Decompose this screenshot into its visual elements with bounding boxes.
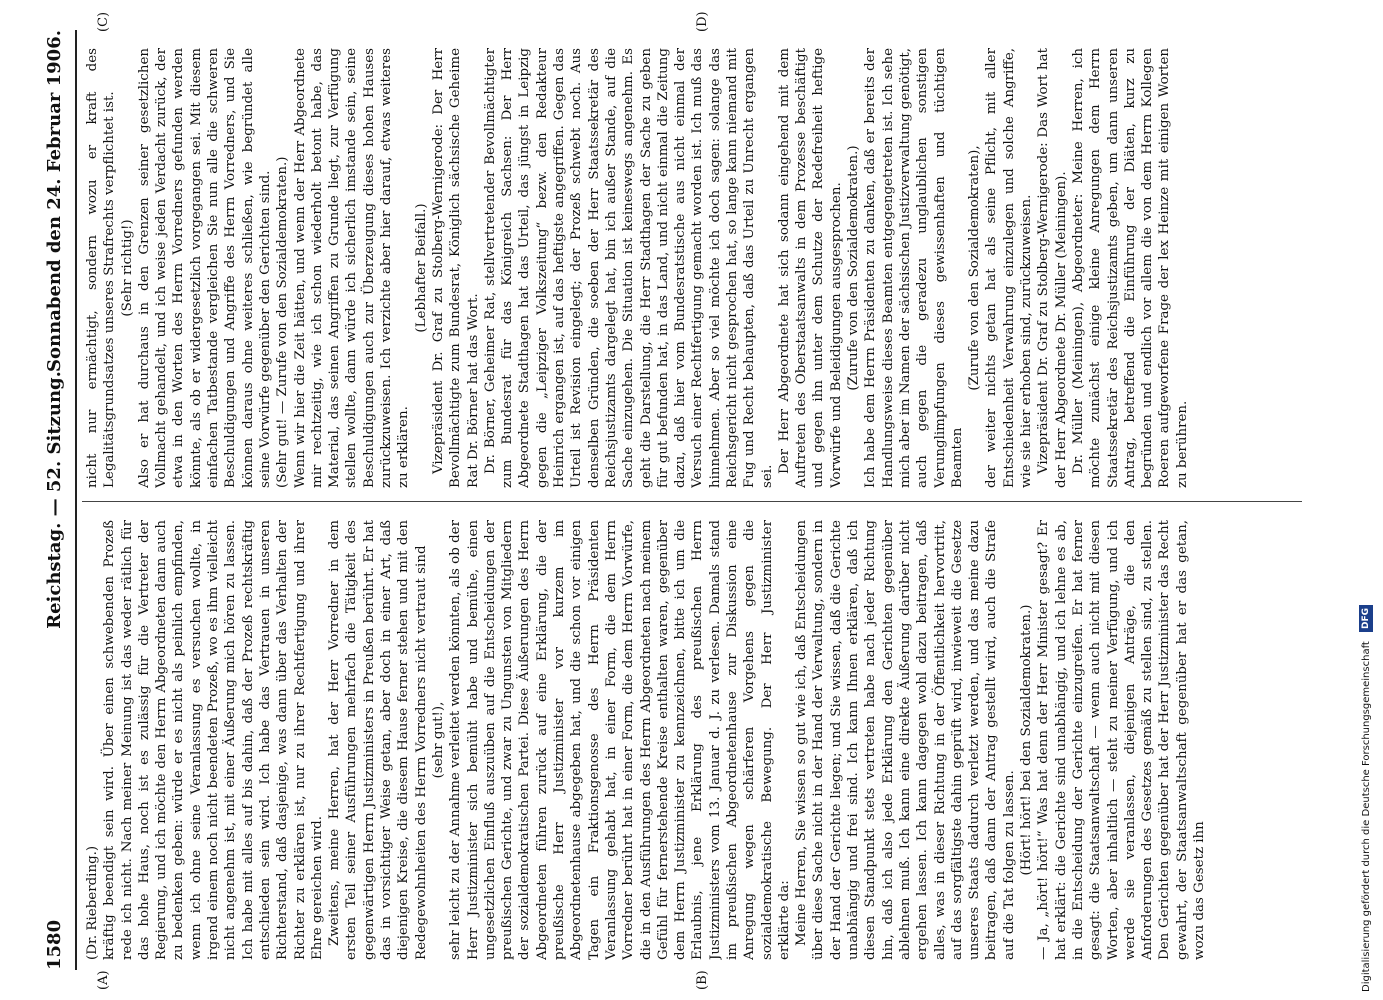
paragraph: Der Herr Abgeordnete hat sich sodann eingehend mit dem Auftreten des Oberstaatsanwalts in dem Prozesse beschäftigt und gegen ihn unter dem Schutze der Redefreiheit heftige Vorwürfe und Beleidigungen ausgesprochen. [776,48,844,488]
paragraph: (Hört! hört! bei den Sozialdemokraten.) [1019,604,1035,876]
paragraph: Vizepräsident Dr. Graf zu Stolberg-Wernigerode: Das Wort hat der Herr Abgeordnete Dr. Müller (Meiningen). [1036,48,1069,488]
session-title: Reichstag. — 52. Sitzung. [44,371,65,629]
paragraph: Dr. Börner, Geheimer Rat, stellvertretender Bevollmächtigter zum Bundesrat für das Königreich Sachsen: Der Herr Abgeordnete Stadthagen hat das Urteil, das jüngst in Leipzig gegen die „Leipziger Volkszeitung“ bezw. den Redakteur Heinrich ergangen ist, auf das heftigste angegriffen. Gegen das Urteil ist Revision eingelegt; der Prozeß schwebt noch. Aus denselben Gründen, die soeben der Herr Staatssekretär des Reichsjustizamts dargelegt hat, bin ich außer Stande, auf die Sache einzugehen. Die Situation ist keineswegs angenehm. Es geht die Darstellung, die Herr Stadthagen der Sache zu geben für gut befunden hat, in das Land, und nicht einmal die Zeitung dazu, daß hier vom Bundesratstische aus nicht einmal der Versuch einer Rechtfertigung gemacht worden ist. Ich muß das hinnehmen. Aber so viel möchte ich doch sagen: solange das Reichsgericht nicht gesprochen hat, so lange kann niemand mit Fug und Recht behaupten, daß das Urteil zu Unrecht ergangen sei. [482,48,775,488]
paragraph: Dr. Müller (Meiningen), Abgeordneter: Meine Herren, ich möchte zunächst einige kleine Anregungen dem Herrn Staatssekretär des Reichsjustizamts geben, um dann unseren Antrag, betreffend die Einführung der Diäten, kurz zu begründen und endlich vor allem die von dem Herrn Kollegen Roeren aufgeworfene Frage der lex Heinze mit einigen Worten zu berühren. [1070,48,1190,488]
paragraph: sehr leicht zu der Annahme verleitet werden könnten, als ob der Herr Justizminister sich bemüht habe und bemühe, einen ungesetzlichen Einfluß auszuüben auf die Entscheidungen der preußischen Gerichte, und zwar zu Ungunsten von Mitgliedern der sozialdemokratischen Partei. Diese Äußerungen des Herrn Abgeordneten führen zurück auf eine Erklärung, die der preußische Herr Justizminister vor kurzem im Abgeordnetenhause abgegeben hat, und die schon vor einigen Tagen ein Fraktionsgenosse des Herrn Präsidenten Veranlassung gehabt hat, in einer Form, die dem Herrn Vorredner berührt hat in einer Form, die dem Herrn Vorwürfe, die in den Ausführungen des Herrn Abgeordneten nach meinem Gefühl für fernerstehende Kreise enthalten waren, gegenüber dem Herrn Justizminister zu kennzeichnen, bitte ich um die Erlaubnis, jene Erklärung des preußischen Herrn Justizministers vom 13. Januar d. J. zu verlesen. Damals stand im preußischen Abgeordnetenhause zur Diskussion eine Anregung wegen schärferen Vorgehens gegen die sozialdemokratische Bewegung. Der Herr Justizminister erklärte da: [448,520,792,960]
paragraph: nicht nur ermächtigt, sondern wozu er kraft des Legalitätsgrundsatzes unseres Strafrechts verpflichtet ist. [85,48,118,488]
credit-text: Digitalisierung gefördert durch die Deutsche Forschungsgemeinschaft [1361,641,1372,992]
paragraph: (Lebhafter Beifall.) [413,203,429,333]
paragraph: (Zurufe von den Sozialdemokraten.) [846,145,862,391]
paragraph: (Sehr richtig!) [119,219,135,317]
section-marker-c: (C) [96,11,111,32]
sidebar-credit [1358,8,1376,992]
paragraph: (Zurufe von den Sozialdemokraten), [967,145,983,391]
session-date: Sonnabend den 24. Februar 1906. [44,30,65,372]
page-number: 1580 [44,919,65,970]
section-marker-a: (A) [96,970,111,990]
page-header [44,30,74,970]
paragraph: Also er hat durchaus in den Grenzen seiner gesetzlichen Vollmacht gehandelt, und ich weise jeden Verdacht zurück, der etwa in den Worten des Herrn Vorredners gefunden werden könnte, als ob er widergesetzlich vorgegangen sei. Mit diesem einfachen Tatbestande vergleichen Sie nun alle die schweren Beschuldigungen und Angriffe des Herrn Vorredners, und Sie können daraus ohne weiteres schließen, wie begründet alle seine Vorwürfe gegenüber den Gerichten sind. [136,48,273,488]
paragraph: Wenn wir hier die Zeit hätten, und wenn der Herr Abgeordnete mir rechtzeitig, wie ich schon wiederholt betont habe, das Material, das seinen Angriffen zu Grunde liegt, zur Verfügung stellen wollte, dann würde ich sicherlich imstande sein, seine Beschuldigungen auch zur Überzeugung dieses hohen Hauses zurückzuweisen. Ich verzichte aber hier darauf, etwas weiteres zu erklären. [292,48,412,488]
header-rule [75,30,77,970]
section-marker-b: (B) [695,970,710,990]
paragraph: kräftig beendigt sein wird. Über einen schwebenden Prozeß rede ich nicht. Nach meiner Meinung ist das weder rätlich für das hohe Haus, noch ist es zulässig für die Vertreter der Regierung, und ich möchte den Herrn Abgeordneten dann auch zu bedenken geben: würde er es nicht als peinlich empfinden, wenn ich ohne seine Veranlassung es versuchen wollte, in irgend einem noch nicht beendeten Prozeß, wo es ihm vielleicht nicht angenehm ist, mit einer Äußerung mich hören zu lassen. Ich habe mit alles auf bis dahin, daß der Prozeß rechtskräftig entschieden sein wird. Ich habe das Vertrauen in unseren Richterstand, daß dasjenige, was dann über das Verhalten der Richter zu erklären ist, nur zu ihrer Rechtfertigung und ihrer Ehre gereichen wird. [102,520,325,960]
paragraph: Vizepräsident Dr. Graf zu Stolberg-Wernigerode: Der Herr Bevollmächtigte zum Bundesrat, Königlich sächsische Geheime Rat Dr. Börner hat das Wort. [430,48,481,488]
paragraph: Meine Herren, Sie wissen so gut wie ich, daß Entscheidungen über diese Sache nicht in der Hand der Verwaltung, sondern in der Hand der Gerichte liegen; und Sie wissen, daß die Gerichte unabhängig und frei sind. Ich kann Ihnen erklären, daß ich diesen Standpunkt stets vertreten habe nach jeder Richtung hin, daß ich also jede Erklärung den Gerichten gegenüber ablehnen muß. Ich kann eine direkte Äußerung darüber nicht ergehen lassen. Ich kann dagegen wohl dazu beitragen, daß alles, was in dieser Richtung in der Öffentlichkeit hervortritt, auf das sorgfältigste dahin geprüft wird, inwieweit die Gesetze unseres Staats dadurch verletzt werden, und das meine dazu beitragen, daß dann der Antrag gestellt wird, auch die Strafe auf die Tat folgen zu lassen. [794,520,1017,960]
dfg-logo: DFG [1359,605,1373,632]
sidebar-credit-text [1358,8,1376,992]
paragraph: (Sehr gut! — Zurufe von den Sozialdemokraten.) [275,156,291,488]
paragraph: (Dr. Rieberding.) [85,845,100,960]
paragraph: Ich habe dem Herrn Präsidenten zu danken, daß er bereits der Handlungsweise dieses Beamten entgegengetreten ist. Ich sehe mich aber im Namen der sächsischen Justizverwaltung genötigt, auch gegen die geradezu unglaublichen sonstigen Verunglimpfungen dieses gewissenhaften und tüchtigen Beamten [863,48,965,488]
section-marker-d: (D) [695,11,710,32]
paragraph: (sehr gut!), [430,701,446,779]
paragraph: — Ja, „hört! hört!“ Was hat denn der Herr Minister gesagt? Er hat erklärt: die Gerichte sind unabhängig, und ich lehne es ab, in die Entscheidung der Gerichte einzugreifen. Er hat ferner gesagt: die Staatsanwaltschaft — wenn auch nicht mit diesen Worten, aber inhaltlich — steht zu meiner Verfügung, und ich werde sie veranlassen, diejenigen Anträge, die den Anforderungen des Gesetzes gemäß zu stellen sind, zu stellen. Den Gerichten gegenüber hat der Herr Justizminister das Recht gewahrt, der Staatsanwaltschaft gegenüber hat er das getan, wozu das Gesetz ihn [1036,520,1207,960]
paragraph: der weiter nichts getan hat als seine Pflicht, mit aller Entschiedenheit Verwahrung einzulegen und solche Angriffe, wie sie hier erhoben sind, zurückzuweisen. [984,48,1035,488]
right-column [84,48,1304,488]
paragraph: Zweitens, meine Herren, hat der Herr Vorredner in dem ersten Teil seiner Ausführungen mehrfach die Tätigkeit des gegenwärtigen Herrn Justizministers in Preußen berührt. Er hat das in vorsichtiger Weise getan, aber doch in einer Art, daß diejenigen Kreise, die diesem Hause ferner stehen und mit den Redegewohnheiten des Herrn Vorredners nicht vertraut sind [327,520,429,960]
column-divider [82,501,1302,502]
left-column [84,520,1304,960]
